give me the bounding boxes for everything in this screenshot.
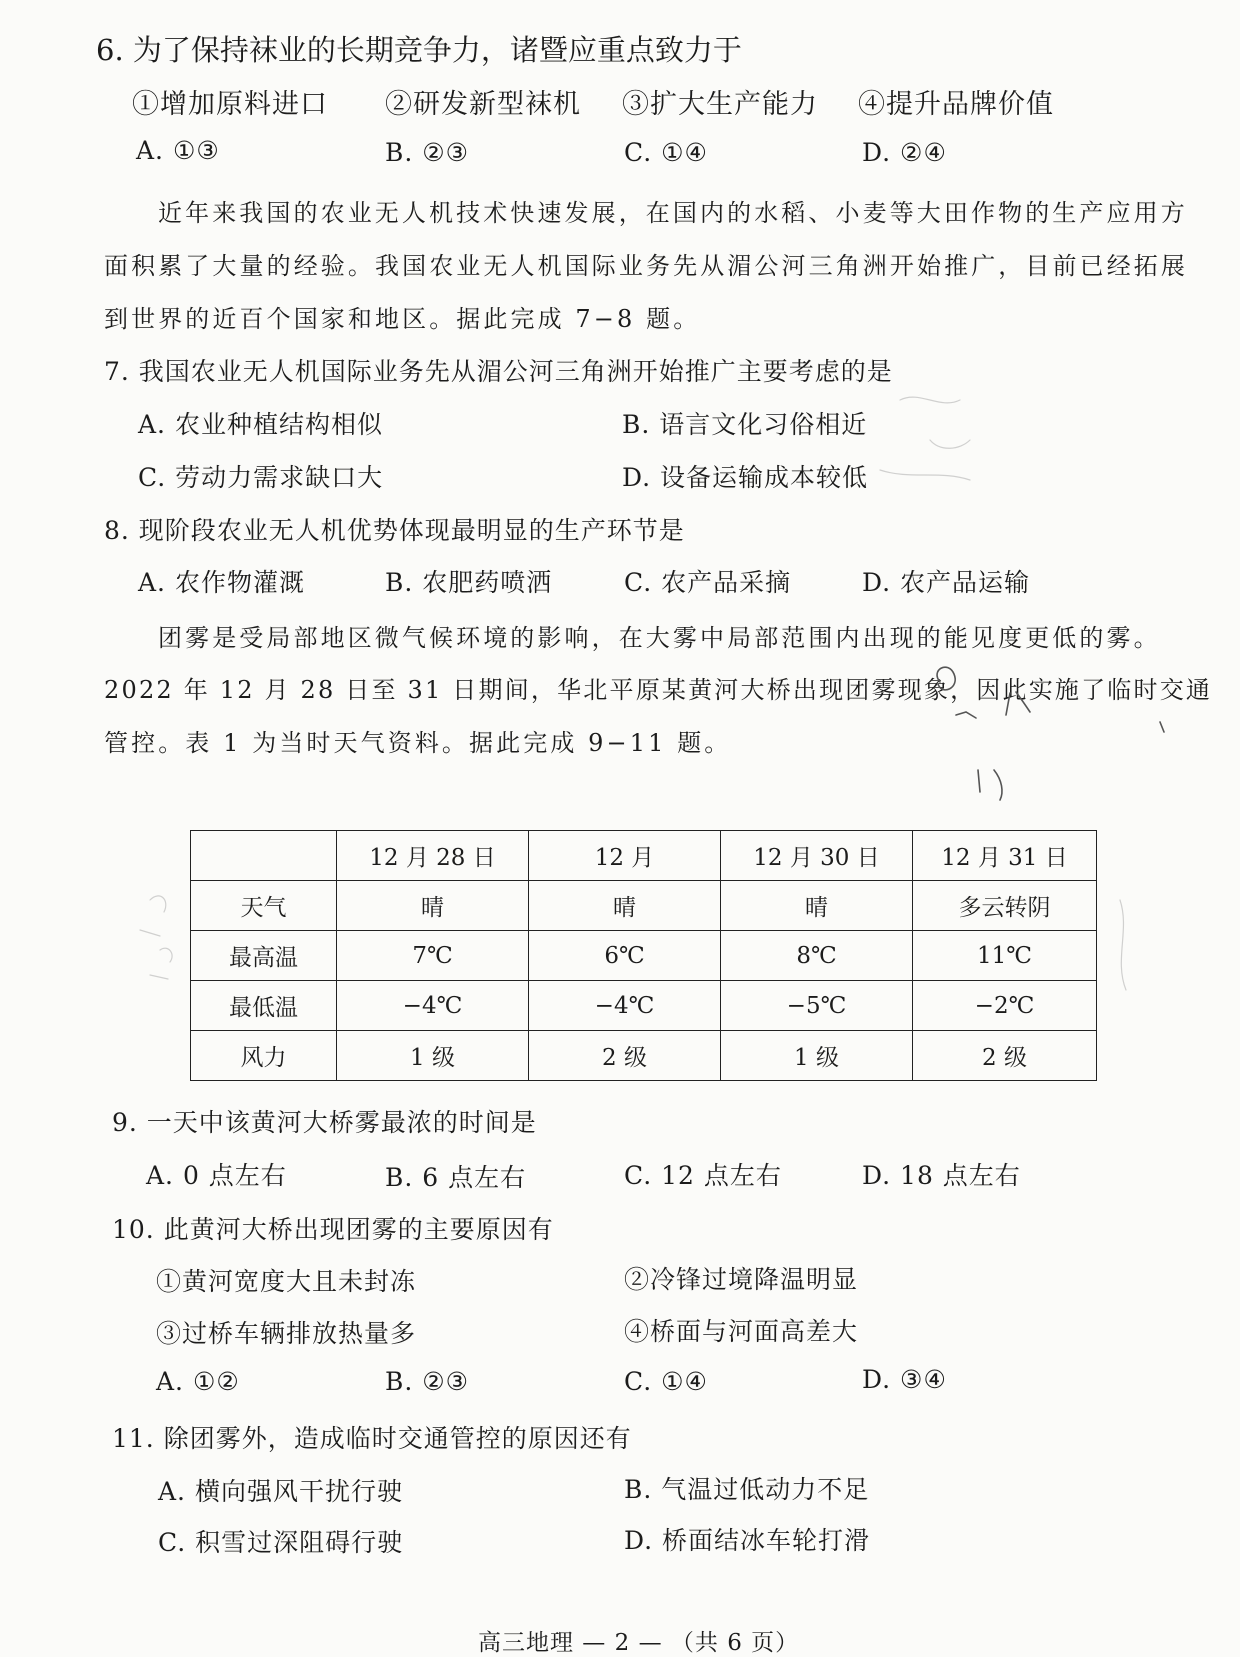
table-cell: 2 级: [913, 1031, 1097, 1081]
table-row-label: 最低温: [191, 981, 337, 1031]
q6-choice-d[interactable]: D. ②④: [862, 138, 947, 167]
q8-choice-b[interactable]: B. 农肥药喷洒: [385, 568, 553, 597]
pencil-mark: [1120, 900, 1126, 990]
passage-uav-line3: 到世界的近百个国家和地区。据此完成 7−8 题。: [104, 305, 701, 333]
table-cell: −2℃: [913, 981, 1097, 1031]
q10-stem: 10. 此黄河大桥出现团雾的主要原因有: [112, 1215, 554, 1244]
q6-choice-b[interactable]: B. ②③: [385, 138, 470, 167]
pencil-mark: [978, 770, 1002, 800]
table-cell: 7℃: [337, 931, 529, 981]
q6-item-4: ④提升品牌价值: [858, 89, 1054, 120]
q8-choice-c[interactable]: C. 农产品采摘: [624, 568, 792, 597]
q6-choice-a[interactable]: A. ①③: [136, 136, 220, 165]
q11-choice-a[interactable]: A. 横向强风干扰行驶: [158, 1477, 403, 1506]
table-row-label: 最高温: [191, 931, 337, 981]
table-header-row: [191, 831, 1097, 881]
q7-choice-a[interactable]: A. 农业种植结构相似: [138, 410, 383, 439]
q11-choice-c[interactable]: C. 积雪过深阻碍行驶: [158, 1528, 404, 1557]
q9-stem: 9. 一天中该黄河大桥雾最浓的时间是: [112, 1108, 537, 1137]
q10-choice-a[interactable]: A. ①②: [156, 1367, 240, 1396]
table-cell: 11℃: [913, 931, 1097, 981]
table-header-cell: 12 月 28 日: [337, 831, 529, 881]
table-row-label: 天气: [191, 881, 337, 931]
table-row: [191, 1031, 1097, 1081]
passage-uav-line1: 近年来我国的农业无人机技术快速发展，在国内的水稻、小麦等大田作物的生产应用方: [158, 199, 1188, 227]
passage-uav-line2: 面积累了大量的经验。我国农业无人机国际业务先从湄公河三角洲开始推广，目前已经拓展: [104, 252, 1188, 280]
q7-stem: 7. 我国农业无人机国际业务先从湄公河三角洲开始推广主要考虑的是: [104, 357, 893, 386]
passage-fog-line3: 管控。表 1 为当时天气资料。据此完成 9−11 题。: [104, 729, 732, 757]
pencil-mark: [880, 397, 970, 480]
q8-choice-a[interactable]: A. 农作物灌溉: [138, 568, 305, 597]
q10-choice-b[interactable]: B. ②③: [385, 1367, 470, 1396]
q9-choice-c[interactable]: C. 12 点左右: [624, 1161, 782, 1190]
q8-choice-d[interactable]: D. 农产品运输: [862, 568, 1031, 597]
table-row-label: 风力: [191, 1031, 337, 1081]
q11-choice-d[interactable]: D. 桥面结冰车轮打滑: [624, 1526, 871, 1555]
q10-item-3: ③过桥车辆排放热量多: [156, 1319, 417, 1348]
q10-choice-c[interactable]: C. ①④: [624, 1367, 708, 1396]
passage-fog-line1: 团雾是受局部地区微气候环境的影响，在大雾中局部范围内出现的能见度更低的雾。: [158, 624, 1161, 652]
table-header-cell: 12 月 30 日: [721, 831, 913, 881]
table-cell: 2 级: [529, 1031, 721, 1081]
q6-stem: 6. 为了保持袜业的长期竞争力，诸暨应重点致力于: [96, 33, 742, 67]
q10-item-1: ①黄河宽度大且未封冻: [156, 1267, 417, 1296]
table-cell: 多云转阴: [913, 881, 1097, 931]
table-row: [191, 981, 1097, 1031]
weather-table: [190, 830, 1097, 1081]
q7-choice-c[interactable]: C. 劳动力需求缺口大: [138, 463, 384, 492]
pencil-mark: [140, 896, 172, 979]
q6-item-2: ②研发新型袜机: [385, 89, 581, 120]
q11-stem: 11. 除团雾外，造成临时交通管控的原因还有: [112, 1424, 632, 1453]
q9-choice-b[interactable]: B. 6 点左右: [385, 1163, 527, 1192]
q10-choice-d[interactable]: D. ③④: [862, 1365, 947, 1394]
q9-choice-d[interactable]: D. 18 点左右: [862, 1161, 1021, 1190]
table-header-cell: 12 月 31 日: [913, 831, 1097, 881]
q8-stem: 8. 现阶段农业无人机优势体现最明显的生产环节是: [104, 516, 685, 545]
q6-item-1: ①增加原料进口: [132, 89, 328, 120]
table-cell: 1 级: [337, 1031, 529, 1081]
table-cell: −5℃: [721, 981, 913, 1031]
q10-item-2: ②冷锋过境降温明显: [624, 1265, 859, 1294]
table-cell: 6℃: [529, 931, 721, 981]
table-cell: 1 级: [721, 1031, 913, 1081]
table-cell: 晴: [337, 881, 529, 931]
q7-choice-b[interactable]: B. 语言文化习俗相近: [622, 410, 868, 439]
table-cell: −4℃: [529, 981, 721, 1031]
q11-choice-b[interactable]: B. 气温过低动力不足: [624, 1475, 870, 1504]
passage-fog-line2: 2022 年 12 月 28 日至 31 日期间，华北平原某黄河大桥出现团雾现象，因此实施了临时交通: [104, 676, 1213, 704]
table-cell: 8℃: [721, 931, 913, 981]
table-cell: 晴: [529, 881, 721, 931]
q10-item-4: ④桥面与河面高差大: [624, 1317, 859, 1346]
table-header-cell: [191, 831, 337, 881]
table-row: [191, 881, 1097, 931]
table-cell: −4℃: [337, 981, 529, 1031]
page-footer: 高三地理 — 2 — （共 6 页）: [478, 1630, 800, 1656]
q7-choice-d[interactable]: D. 设备运输成本较低: [622, 463, 869, 492]
table-header-cell: 12 月: [529, 831, 721, 881]
pencil-mark: [956, 712, 976, 718]
table-row: [191, 931, 1097, 981]
q6-choice-c[interactable]: C. ①④: [624, 138, 708, 167]
pencil-mark: [1160, 722, 1164, 732]
q6-item-3: ③扩大生产能力: [622, 89, 818, 120]
q9-choice-a[interactable]: A. 0 点左右: [146, 1161, 287, 1190]
table-cell: 晴: [721, 881, 913, 931]
